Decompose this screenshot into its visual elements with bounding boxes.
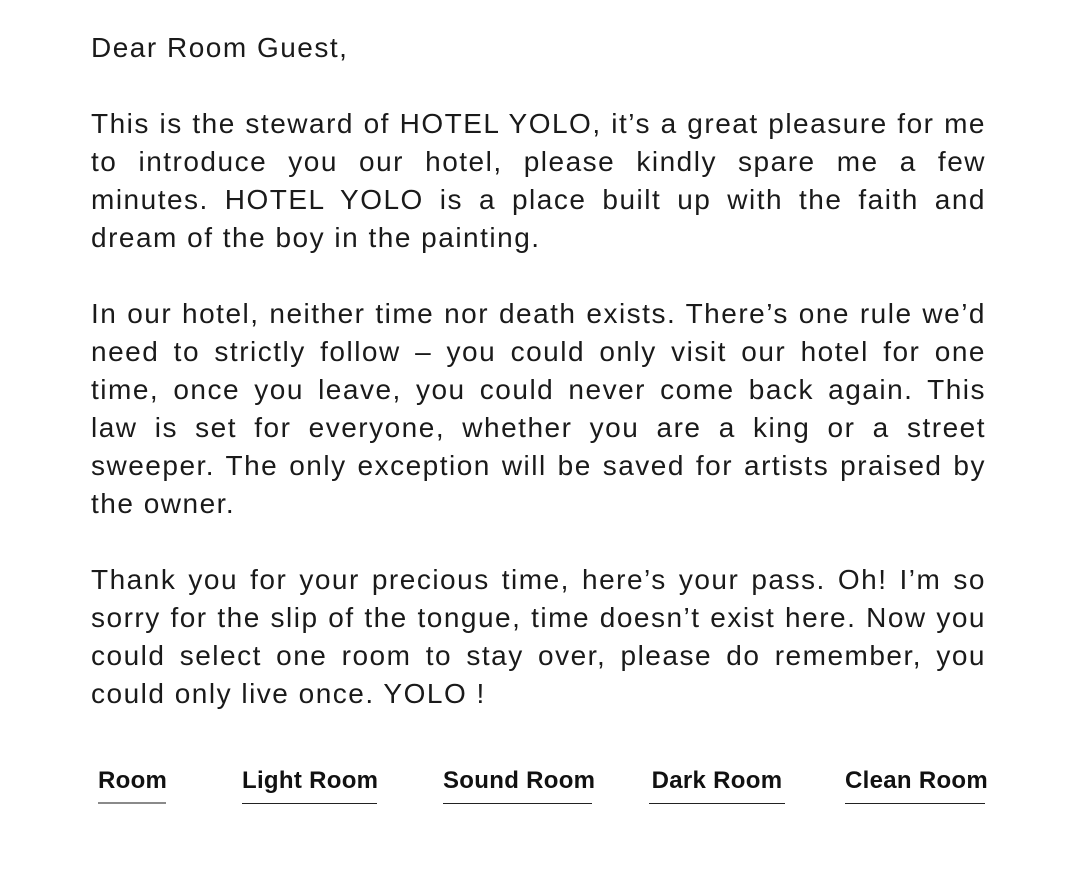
letter-paragraph-intro: This is the steward of HOTEL YOLO, it’s a great pleasure for me to introduce you our hotel, please kindly spare me a few minutes. HOTEL YOLO is a place built up with the faith and dream of the boy in the painting. — [91, 108, 986, 253]
room-link-underline — [242, 803, 377, 804]
room-link-clean-room[interactable] — [845, 764, 989, 804]
room-link-light-room[interactable] — [242, 764, 377, 804]
room-link-dark-room[interactable] — [649, 764, 785, 804]
letter-greeting: Dear Room Guest, — [91, 32, 349, 63]
room-link-underline — [443, 803, 592, 804]
room-link-label: Room — [98, 767, 168, 794]
room-link-label: Dark Room — [651, 767, 783, 794]
steward-letter — [91, 29, 986, 713]
room-link-underline — [649, 803, 785, 804]
room-link-underline — [98, 802, 166, 804]
room-link-label: Clean Room — [845, 767, 989, 794]
letter-paragraph-closing: Thank you for your precious time, here’s your pass. Oh! I’m so sorry for the slip of the tongue, time doesn’t exist here. Now you could select one room to stay over, please do remember, you could only live once. YOLO ! — [91, 564, 986, 709]
room-link-underline — [845, 803, 985, 804]
room-link-label: Sound Room — [443, 767, 596, 794]
letter-paragraph-rule: In our hotel, neither time nor death exists. There’s one rule we’d need to strictly follow – you could only visit our hotel for one time, once you leave, you could never come back again. This law is set for everyone, whether you are a king or a street sweeper. The only exception will be saved for artists praised by the owner. — [91, 298, 986, 519]
room-link-room[interactable] — [98, 764, 166, 804]
room-selection-nav — [0, 764, 1080, 808]
room-link-sound-room[interactable] — [443, 764, 596, 804]
room-link-label: Light Room — [242, 767, 379, 794]
